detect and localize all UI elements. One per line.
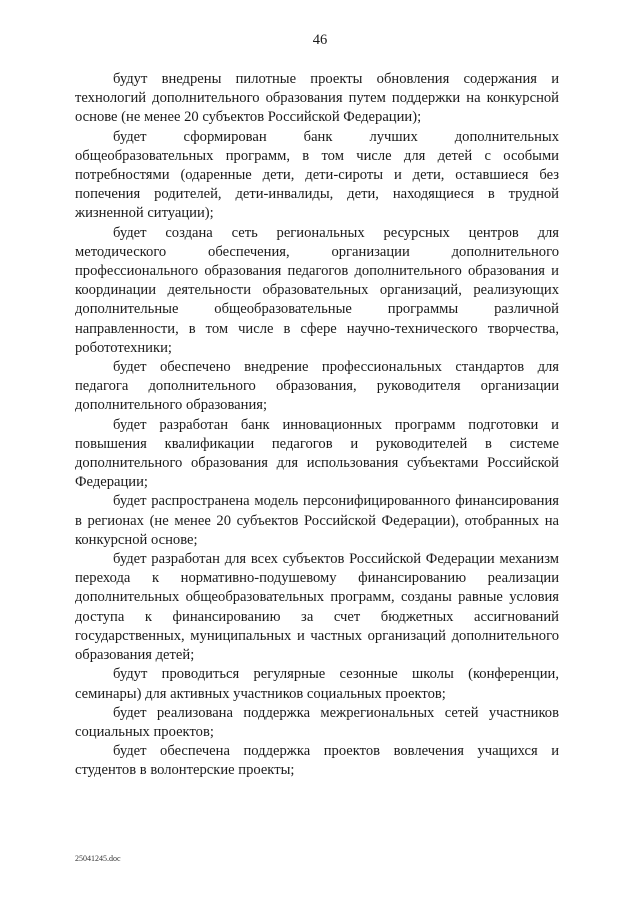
page-number: 46 xyxy=(312,32,328,48)
footer-filename: 25041245.doc xyxy=(75,854,121,863)
paragraph-innovative-programs: будет разработан банк инновационных программ подготовки и повышения квалификации педагогов и руководителей в системе дополнительного образования для использования субъектами Российской Федерации; xyxy=(75,416,559,491)
paragraph-seasonal-schools: будут проводиться регулярные сезонные школы (конференции, семинары) для активных участников социальных проектов; xyxy=(75,666,559,702)
paragraph-resource-centers: будет создана сеть региональных ресурсных центров для методического обеспечения, организации дополнительного профессионального образования педагогов дополнительного образования и координации деятельности образовательных организаций, реализующих дополнительные общеобразовательные программы различной направленности, в том числе в сфере научно-технического творчества, робототехники; xyxy=(75,224,559,356)
paragraph-per-capita-mechanism: будет разработан для всех субъектов Российской Федерации механизм перехода к нормативно-подушевому финансированию реализации дополнительных общеобразовательных программ, созданы равные условия доступа к финансированию за счет бюджетных ассигнований государственных, муниципальных и частных организаций дополнительного образования детей; xyxy=(75,551,559,664)
paragraph-interregional-networks: будет реализована поддержка межрегиональных сетей участников социальных проектов; xyxy=(75,704,559,740)
paragraph-volunteer-projects: будет обеспечена поддержка проектов вовлечения учащихся и студентов в волонтерские проекты; xyxy=(75,743,559,779)
paragraph-pilot-projects: будут внедрены пилотные проекты обновления содержания и технологий дополнительного образования путем поддержки на конкурсной основе (не менее 20 субъектов Российской Федерации); xyxy=(75,71,559,126)
body-text xyxy=(75,70,559,781)
paragraph-program-bank: будет сформирован банк лучших дополнительных общеобразовательных программ, в том числе для детей с особыми потребностями (одаренные дети, дети-сироты и дети, оставшиеся без попечения родителей, дети-инвалиды, дети, находящиеся в трудной жизненной ситуации); xyxy=(75,128,559,222)
paragraph-professional-standards: будет обеспечено внедрение профессиональных стандартов для педагога дополнительного образования, руководителя организации дополнительного образования; xyxy=(75,359,559,414)
paragraph-personified-financing: будет распространена модель персонифицированного финансирования в регионах (не менее 20 субъектов Российской Федерации), отобранных на конкурсной основе; xyxy=(75,493,559,548)
